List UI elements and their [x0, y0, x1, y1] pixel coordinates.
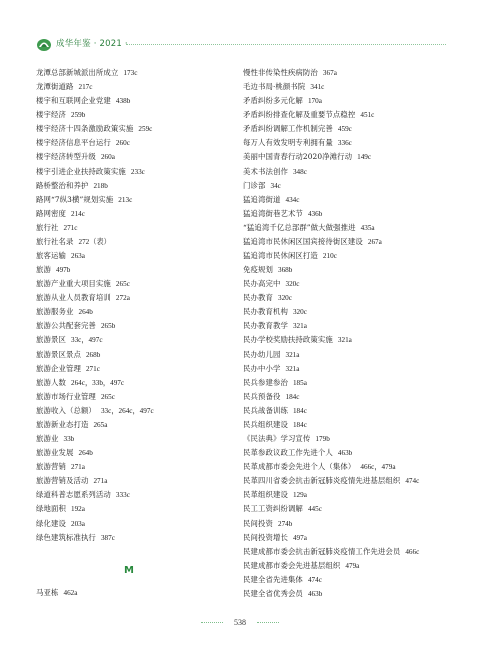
index-page-ref: 320c: [285, 280, 300, 289]
index-entry: [36, 291, 251, 305]
index-page-ref: 264c，33b，497c: [70, 378, 125, 387]
index-page-ref: 466c: [405, 547, 420, 556]
index-page-ref: 184c: [292, 406, 307, 415]
index-term: 民建成都市委会先进基层组织: [243, 560, 341, 570]
index-entry: [36, 376, 251, 390]
index-page-ref: 260c: [115, 139, 130, 148]
index-term: 路网密度: [36, 208, 66, 218]
header-title: 成华年鉴 · 2021 ·: [56, 39, 128, 49]
index-term: 旅游景区: [36, 335, 66, 345]
index-term: 民革成都市委会先进个人（集体）: [243, 462, 356, 472]
index-entry: [243, 348, 458, 362]
index-term: 旅游产业重大项目实施: [36, 279, 111, 289]
index-page-ref: 466c，479a: [360, 463, 396, 472]
index-column-left: [36, 66, 251, 545]
index-entry: [243, 460, 458, 474]
index-page-ref: 271c: [85, 364, 100, 373]
index-entry: [243, 517, 458, 531]
index-page-ref: 336c: [337, 139, 352, 148]
index-entry: [243, 333, 458, 347]
index-term: 楼宇引进企业扶持政策实施: [36, 166, 126, 176]
index-entry: [36, 305, 251, 319]
index-page-ref: 387c: [100, 533, 115, 542]
index-column-right: [243, 66, 458, 601]
index-page-ref: 217c: [78, 83, 93, 92]
index-entry: [36, 150, 251, 164]
index-entry: [36, 460, 251, 474]
index-page-ref: 184c: [292, 420, 307, 429]
index-entry: [36, 207, 251, 221]
index-entry: [36, 446, 251, 460]
index-term: 每万人有效发明专利拥有量: [243, 138, 333, 148]
index-page-ref: 271a: [93, 477, 108, 486]
index-term: 民办幼儿园: [243, 349, 281, 359]
index-page-ref: 265c: [100, 392, 115, 401]
index-page-ref: 333c: [115, 491, 130, 500]
index-entry: [243, 502, 458, 516]
index-term: 民办教育机构: [243, 307, 288, 317]
index-entry: [36, 418, 251, 432]
index-entry: [36, 193, 251, 207]
index-term: 旅游市场行业管理: [36, 391, 96, 401]
index-entry: [243, 277, 458, 291]
index-term: 旅游收入（总额）: [36, 405, 96, 415]
index-term: 马亚栋: [36, 588, 59, 597]
index-entry: [36, 179, 251, 193]
index-page-ref: 320c: [277, 294, 292, 303]
index-page-ref: 438b: [115, 97, 131, 106]
index-term: 民兵预备役: [243, 391, 281, 401]
index-entry: [243, 66, 458, 80]
index-term: 绿色建筑标准执行: [36, 532, 96, 542]
index-term: 民办中小学: [243, 363, 281, 373]
index-entry: [243, 249, 458, 263]
index-term: 民办教育教学: [243, 321, 288, 331]
index-page-ref: 367a: [322, 69, 337, 77]
index-term: 民建成都市委会抗击新冠肺炎疫情工作先进会员: [243, 546, 401, 556]
index-entry: [36, 362, 251, 376]
index-term: 慢性非传染性疾病防治: [243, 68, 318, 77]
index-term: 楼宇经济转型升级: [36, 152, 96, 162]
index-page-ref: 463b: [337, 449, 353, 458]
index-page-ref: 149c: [357, 153, 372, 162]
index-page-ref: 34c: [270, 181, 281, 190]
index-entry: [243, 179, 458, 193]
index-term: 旅游人数: [36, 377, 66, 387]
index-page-ref: 264b: [78, 308, 93, 317]
index-entry: [243, 488, 458, 502]
index-term: 民革组织建设: [243, 490, 288, 500]
index-term: 路桥整治和养护: [36, 180, 89, 190]
index-entry: [36, 517, 251, 531]
index-page-ref: 33c，497c: [70, 336, 103, 345]
index-term: 毛边书局·桃颜书院: [243, 82, 306, 92]
index-page-ref: 192a: [70, 505, 85, 514]
index-term: 民间投资增长: [243, 532, 288, 542]
index-entry: [36, 108, 251, 122]
index-page-ref: 497a: [292, 533, 307, 542]
index-page-ref: 274b: [277, 519, 293, 528]
index-page-ref: 218b: [93, 181, 108, 190]
index-entry: [243, 362, 458, 376]
index-term: 旅游公共配套完善: [36, 321, 96, 331]
index-entry: [243, 207, 458, 221]
index-term: 路网“7纵3横”规划实施: [36, 194, 114, 204]
index-entry: [36, 474, 251, 488]
index-term: 绿地面积: [36, 504, 66, 514]
index-page-ref: 129a: [292, 491, 307, 500]
index-page-ref: 179b: [315, 435, 330, 444]
index-term: 民兵组织建设: [243, 419, 288, 429]
index-term: 旅游新业态打造: [36, 419, 89, 429]
chengdu-yearbook-logo-icon: [36, 36, 52, 52]
index-entry: [36, 136, 251, 150]
index-page-ref: 451c: [360, 111, 375, 120]
index-entry: [243, 235, 458, 249]
index-term: 民建全省先进集体: [243, 574, 303, 584]
index-page-ref: 265b: [100, 322, 116, 331]
index-page-ref: 259c: [138, 125, 153, 134]
index-entry: [243, 474, 458, 488]
index-page-ref: 321a: [337, 336, 352, 345]
index-term: 楼宇经济信息平台运行: [36, 138, 111, 148]
index-page-ref: 341c: [310, 83, 325, 92]
index-term: 矛盾纠纷多元化解: [243, 96, 303, 106]
index-page-ref: 272（表）: [78, 237, 111, 246]
index-entry: [36, 249, 251, 263]
index-entry: [243, 291, 458, 305]
index-entry: [243, 193, 458, 207]
index-entry: [36, 319, 251, 333]
index-term: 楼宇和互联网企业党建: [36, 96, 111, 106]
index-page-ref: 170a: [307, 97, 322, 106]
index-page-ref: 259b: [70, 111, 86, 120]
index-term: 旅游服务业: [36, 307, 74, 317]
index-page-ref: 264b: [78, 449, 93, 458]
page-footer: [0, 612, 480, 627]
index-term: 门诊部: [243, 180, 266, 190]
index-entry: [36, 531, 251, 545]
index-entry: [243, 587, 458, 601]
index-term: 旅游景区景点: [36, 349, 81, 359]
index-term: 旅游业发展: [36, 448, 74, 458]
index-entry: [36, 66, 251, 80]
index-term: 楼宇经济十四条激励政策实施: [36, 124, 134, 134]
index-page-ref: 184c: [285, 392, 300, 401]
index-entry: [243, 136, 458, 150]
index-entry: [243, 418, 458, 432]
index-term: 旅行社: [36, 222, 59, 232]
index-page-ref: 210c: [322, 252, 337, 261]
index-term: 免疫规划: [243, 265, 273, 275]
index-entry: [243, 108, 458, 122]
index-page-ref: 260a: [100, 153, 115, 162]
index-page-ref: 321a: [285, 350, 300, 359]
index-page-ref: 267a: [367, 237, 382, 246]
index-page-ref: 33b: [63, 435, 75, 444]
index-page-ref: 368b: [277, 266, 293, 275]
index-page-ref: 263a: [70, 252, 85, 261]
index-entry: [243, 390, 458, 404]
index-term: 猛追湾市民休闲区打造: [243, 251, 318, 261]
index-entry: [243, 446, 458, 460]
index-entry: [243, 263, 458, 277]
index-term: 民革四川省委会抗击新冠肺炎疫情先进基层组织: [243, 476, 401, 486]
index-entry: [36, 432, 251, 446]
footer-left-rule: [201, 622, 223, 623]
index-page-ref: 445c: [307, 505, 322, 514]
index-page-ref: 463b: [307, 589, 323, 598]
index-term: 民工工资纠纷调解: [243, 504, 303, 514]
index-entry: [243, 545, 458, 559]
index-entry: [243, 80, 458, 94]
index-entry: [36, 122, 251, 136]
index-entry: [36, 221, 251, 235]
index-entry: [243, 432, 458, 446]
index-term: 民办学校奖励扶持政策实施: [243, 335, 333, 345]
running-header: [36, 36, 456, 54]
index-page-ref: 265a: [93, 420, 108, 429]
index-page-ref: 459c: [337, 125, 352, 134]
index-term: 矛盾纠纷调解工作机制完善: [243, 124, 333, 134]
index-entry: [36, 333, 251, 347]
index-entry: [36, 263, 251, 277]
index-term: 猛追湾街道: [243, 194, 281, 204]
index-page-ref: 203a: [70, 519, 85, 528]
index-entry: [243, 573, 458, 587]
index-page-ref: 320c: [292, 308, 307, 317]
index-term: 旅行社名录: [36, 236, 74, 246]
index-term: 民办高完中: [243, 279, 281, 289]
index-term: 民间投资: [243, 518, 273, 528]
index-entry: [36, 502, 251, 516]
index-entry: [243, 319, 458, 333]
index-term: 旅客运输: [36, 251, 66, 261]
index-page-ref: 348c: [292, 167, 307, 176]
index-entry: [36, 165, 251, 179]
index-term: 绿道科普志愿系列活动: [36, 490, 111, 500]
index-entry: [36, 80, 251, 94]
index-term: 猛追湾市民休闲区国宾接待街区建设: [243, 236, 363, 246]
index-page-ref: 497b: [55, 266, 71, 275]
index-page-ref: 213c: [118, 195, 133, 204]
index-entry: [36, 586, 251, 600]
index-term: 民兵参建参治: [243, 377, 288, 387]
index-entry: [243, 165, 458, 179]
index-entry: [243, 150, 458, 164]
index-page-ref: 233c: [130, 167, 145, 176]
index-page-ref: 214c: [70, 209, 85, 218]
index-term: 旅游业: [36, 434, 59, 444]
header-divider: [126, 44, 446, 45]
section-entries: [36, 586, 251, 600]
index-entry: [36, 277, 251, 291]
index-page-ref: 185a: [292, 378, 307, 387]
index-term: 旅游营销: [36, 462, 66, 472]
index-entry: [36, 235, 251, 249]
index-entry: [243, 94, 458, 108]
index-entry: [36, 488, 251, 502]
index-entry: [36, 94, 251, 108]
index-entry: [36, 390, 251, 404]
index-page-ref: 272a: [115, 294, 130, 303]
index-entry: [243, 376, 458, 390]
index-term: 民建全省优秀会员: [243, 588, 303, 598]
footer-right-rule: [257, 622, 279, 623]
index-term: 楼宇经济: [36, 110, 66, 120]
index-page-ref: 321a: [292, 322, 307, 331]
index-term: 美丽中国青春行动2020净滩行动: [243, 152, 353, 162]
index-entry: [243, 531, 458, 545]
index-page-ref: 271c: [63, 223, 78, 232]
index-term: 民兵战备训练: [243, 405, 288, 415]
index-entry: [36, 404, 251, 418]
index-term: 旅游: [36, 265, 51, 275]
index-page-ref: 321a: [285, 364, 300, 373]
index-term: “猛追湾千亿总部群”做大做强推进: [243, 222, 356, 232]
index-term: 猛追湾街巷艺术节: [243, 208, 303, 218]
index-term: 旅游从业人员教育培训: [36, 293, 111, 303]
index-page-ref: 474c: [405, 477, 420, 486]
index-term: 绿化建设: [36, 518, 66, 528]
index-page-ref: 479a: [345, 561, 360, 570]
index-term: 美术书法创作: [243, 166, 288, 176]
index-term: 龙潭街道路: [36, 82, 74, 92]
section-letter-heading: M: [124, 565, 134, 576]
index-term: 矛盾纠纷排查化解及重要节点稳控: [243, 110, 356, 120]
index-page-ref: 436b: [307, 209, 323, 218]
index-page-ref: 462a: [63, 589, 78, 597]
index-term: 民办教育: [243, 293, 273, 303]
index-page-ref: 265c: [115, 280, 130, 289]
index-page-ref: 271a: [70, 463, 85, 472]
index-entry: [243, 404, 458, 418]
index-entry: [243, 122, 458, 136]
page-number: 538: [234, 618, 246, 627]
index-entry: [243, 221, 458, 235]
index-page-ref: 474c: [307, 575, 322, 584]
index-entry: [243, 559, 458, 573]
index-page-ref: 33c，264c，497c: [100, 406, 154, 415]
index-entry: [243, 305, 458, 319]
index-term: 民革参政议政工作先进个人: [243, 448, 333, 458]
index-page-ref: 173c: [123, 69, 138, 77]
index-page-ref: 435a: [360, 223, 375, 232]
index-term: 龙潭总部新城派出所成立: [36, 68, 119, 77]
index-page-ref: 268b: [85, 350, 101, 359]
index-term: 《民法典》学习宣传: [243, 434, 311, 444]
index-entry: [36, 348, 251, 362]
index-term: 旅游营销及活动: [36, 476, 89, 486]
index-page-ref: 434c: [285, 195, 300, 204]
index-term: 旅游企业管理: [36, 363, 81, 373]
